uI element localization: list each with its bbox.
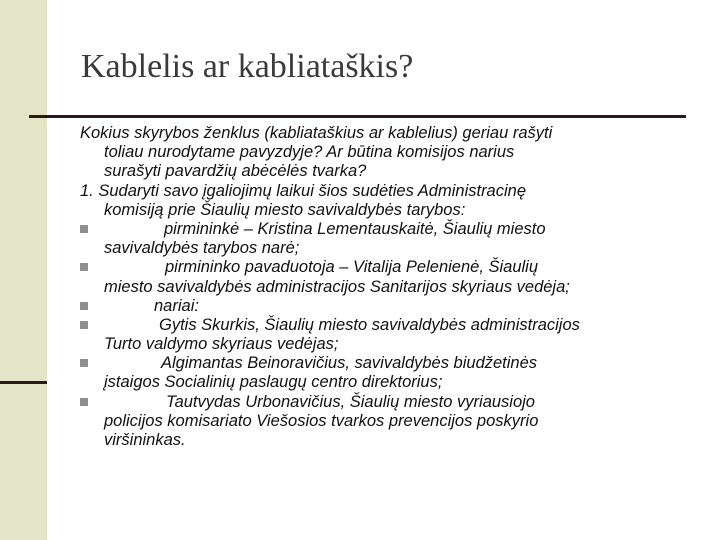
list-item-text: Gytis Skurkis, Šiaulių miesto savivaldybės administracijos (159, 315, 580, 334)
list-item-text: Tautvydas Urbonavičius, Šiaulių miesto vyriausiojo (166, 392, 535, 411)
list-item-continuation: viršininkas. (104, 431, 186, 449)
list-item (80, 393, 690, 412)
square-bullet-icon (80, 321, 88, 329)
square-bullet-icon (80, 359, 88, 367)
intro-line: Kokius skyrybos ženklus (kabliataškius ar kablelius) geriau rašyti (80, 124, 553, 142)
left-accent-bar (0, 381, 47, 384)
list-item (80, 316, 690, 335)
slide-body (80, 124, 690, 450)
list-item-text: Turto valdymo skyriaus vedėjas (104, 335, 334, 354)
list-item (80, 220, 690, 239)
numbered-line: komisiją prie Šiaulių miesto savivaldybės tarybos: (104, 200, 466, 219)
list-item-text: pirmininkė – Kristina Lementauskaitė, Šiaulių miesto (164, 219, 546, 238)
slide-title: Kablelis ar kabliataškis? (81, 48, 414, 85)
list-item-text: miesto savivaldybės administracijos Sanitarijos skyriaus vedėja (104, 277, 566, 296)
list-item-continuation (80, 373, 690, 392)
square-bullet-icon (80, 263, 88, 271)
numbered-line: 1. Sudaryti savo įgaliojimų laikui šios sudėties Administracinę (80, 181, 527, 200)
title-divider (29, 115, 686, 118)
list-item-punct: ; (294, 239, 300, 258)
list-item (80, 354, 690, 373)
list-item-text: savivaldybės tarybos narė (104, 239, 295, 258)
square-bullet-icon (80, 302, 88, 310)
intro-line: toliau nurodytame pavyzdyje? Ar būtina komisijos narius (104, 143, 515, 162)
intro-line: surašyti pavardžių abėcėlės tvarka? (104, 162, 367, 181)
list-item-text: įstaigos Socialinių paslaugų centro direktorius (104, 373, 438, 392)
list-item (80, 258, 690, 277)
square-bullet-icon (80, 398, 88, 406)
list-item-continuation (80, 335, 690, 354)
list-item-text: pirmininko pavaduotoja – Vitalija Pelenienė, Šiaulių (165, 258, 539, 277)
list-item-punct: ; (437, 373, 443, 392)
list-item (80, 297, 690, 316)
list-item-continuation (80, 278, 690, 297)
list-item-continuation: policijos komisariato Viešosios tvarkos prevencijos poskyrio (104, 411, 539, 430)
sidebar-strip (0, 0, 47, 540)
square-bullet-icon (80, 225, 88, 233)
list-item-punct: ; (565, 277, 570, 296)
list-item-punct: ; (333, 335, 339, 354)
list-item-text: nariai: (154, 296, 199, 315)
list-item-text: Algimantas Beinoravičius, savivaldybės biudžetinės (161, 354, 538, 373)
list-item-continuation (80, 239, 690, 258)
